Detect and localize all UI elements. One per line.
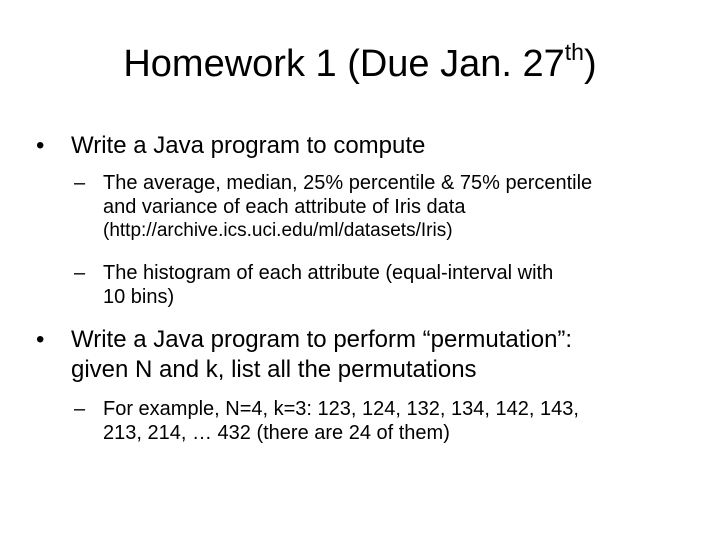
bullet-text xyxy=(71,325,686,385)
bullet-marker: • xyxy=(36,132,45,159)
subbullet-statistics xyxy=(74,171,694,243)
subbullet-line: 213, 214, … 432 (there are 24 of them) xyxy=(103,422,450,444)
bullet-marker: • xyxy=(36,326,45,353)
bullet-text xyxy=(71,131,676,161)
subbullet-example xyxy=(74,397,694,445)
subbullet-line: and variance of each attribute of Iris data xyxy=(103,196,466,218)
dash-marker: – xyxy=(74,172,86,194)
subbullet-line: 10 bins) xyxy=(103,286,175,308)
subbullet-line: The histogram of each attribute (equal-interval with xyxy=(103,262,554,284)
title-end: ) xyxy=(583,43,597,85)
subbullet-line: For example, N=4, k=3: 123, 124, 132, 134, 142, 143, xyxy=(103,398,579,420)
subbullet-text xyxy=(103,171,694,243)
dash-marker: – xyxy=(74,262,86,284)
subbullet-text xyxy=(103,261,694,309)
subbullet-text xyxy=(103,397,694,445)
bullet-java-permutation xyxy=(36,325,686,385)
bullet-line: Write a Java program to compute xyxy=(71,132,426,159)
dash-marker: – xyxy=(74,398,86,420)
bullet-line: given N and k, list all the permutations xyxy=(71,356,477,383)
slide-title xyxy=(0,38,720,90)
subbullet-line: The average, median, 25% percentile & 75% percentile xyxy=(103,172,593,194)
bullet-java-compute xyxy=(36,131,676,161)
bullet-line: Write a Java program to perform “permutation”: xyxy=(71,326,573,353)
title-main: Homework 1 (Due Jan. 27 xyxy=(123,43,565,85)
iris-data-url: (http://archive.ics.uci.edu/ml/datasets/Iris) xyxy=(103,220,453,241)
title-superscript: th xyxy=(564,39,584,66)
subbullet-histogram xyxy=(74,261,694,309)
